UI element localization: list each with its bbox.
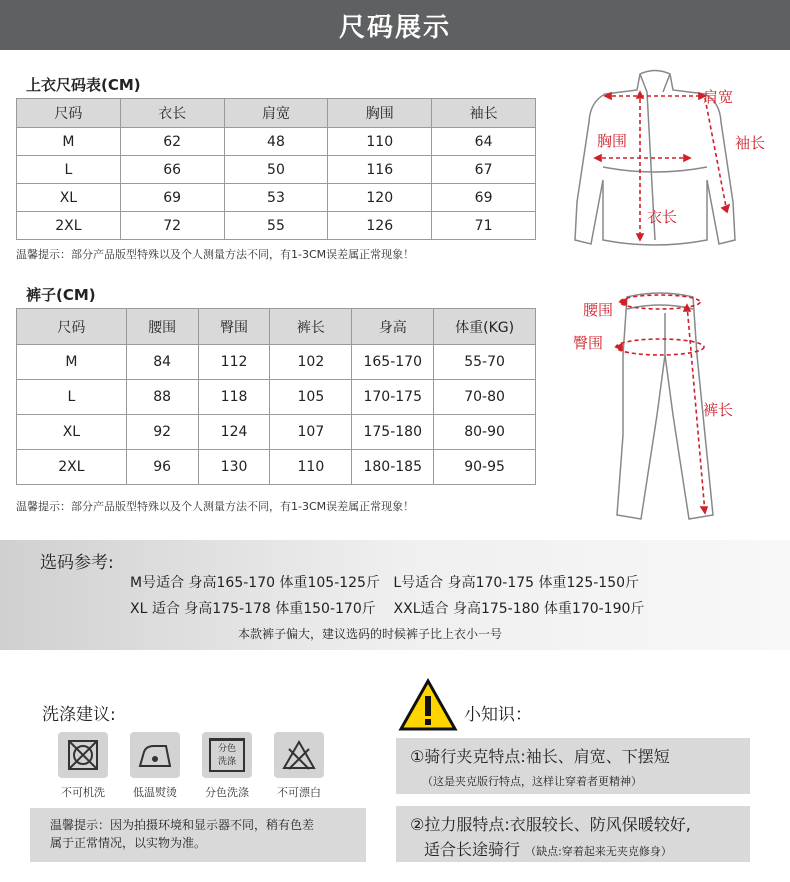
notice-line-1: 温馨提示：因为拍摄环境和显示器不同，稍有色差 bbox=[50, 818, 315, 832]
table-cell: 90-95 bbox=[434, 450, 536, 485]
table-cell: XL bbox=[17, 184, 121, 212]
table-cell: 110 bbox=[270, 450, 352, 485]
shoulder-label: 肩宽 bbox=[703, 88, 734, 106]
separate-wash-text-2: 洗涤 bbox=[217, 757, 236, 767]
header-cell: 裤长 bbox=[270, 309, 352, 345]
table-header-row bbox=[17, 99, 536, 128]
pants-measurement-diagram bbox=[565, 285, 775, 530]
table-cell: 48 bbox=[224, 128, 328, 156]
table-row bbox=[17, 184, 536, 212]
table-cell: 107 bbox=[270, 415, 352, 450]
table-cell: 2XL bbox=[17, 212, 121, 240]
table-cell: 102 bbox=[270, 345, 352, 380]
tip-1-main: ①骑行夹克特点:袖长、肩宽、下摆短 bbox=[410, 747, 670, 766]
table-cell: 130 bbox=[198, 450, 270, 485]
table-cell: 120 bbox=[328, 184, 432, 212]
pants-size-title: 裤子(CM) bbox=[26, 286, 96, 304]
header-cell: 尺码 bbox=[17, 99, 121, 128]
jacket-size-title: 上衣尺码表(CM) bbox=[26, 76, 141, 94]
notice-line-2: 属于正常情况，以实物为准。 bbox=[50, 836, 207, 850]
header-cell: 臀围 bbox=[198, 309, 270, 345]
care-label: 不可机洗 bbox=[61, 786, 105, 799]
table-cell: 96 bbox=[126, 450, 198, 485]
table-cell: 69 bbox=[120, 184, 224, 212]
table-cell: 124 bbox=[198, 415, 270, 450]
table-cell: 112 bbox=[198, 345, 270, 380]
no-bleach-icon bbox=[274, 732, 324, 778]
knowledge-tip-1 bbox=[396, 738, 750, 794]
table-cell: XL bbox=[17, 415, 127, 450]
pants-size-table bbox=[16, 308, 536, 485]
tip-2-sub: （缺点:穿着起来无夹克修身） bbox=[525, 845, 672, 858]
table-cell: 50 bbox=[224, 156, 328, 184]
table-cell: 62 bbox=[120, 128, 224, 156]
sleeve-label: 袖长 bbox=[735, 134, 766, 152]
header-cell: 肩宽 bbox=[224, 99, 328, 128]
header-cell: 尺码 bbox=[17, 309, 127, 345]
table-cell: L bbox=[17, 380, 127, 415]
jacket-measurement-diagram bbox=[555, 62, 780, 262]
care-label: 不可漂白 bbox=[277, 786, 321, 799]
table-cell: M bbox=[17, 345, 127, 380]
knowledge-tip-2 bbox=[396, 806, 750, 862]
pants-measure-lines bbox=[616, 295, 707, 513]
size-guide-line-2: XL 适合 身高175-178 体重150-170斤 XXL适合 身高175-180 体重170-190斤 bbox=[130, 601, 645, 617]
header-cell: 胸围 bbox=[328, 99, 432, 128]
care-label: 低温熨烫 bbox=[133, 786, 177, 799]
table-cell: 71 bbox=[432, 212, 536, 240]
pants-outline-icon bbox=[617, 293, 713, 519]
length-label: 衣长 bbox=[647, 208, 678, 226]
low-temp-iron-icon bbox=[130, 732, 180, 778]
table-cell: 80-90 bbox=[434, 415, 536, 450]
table-header-row bbox=[17, 309, 536, 345]
no-machine-wash-icon bbox=[58, 732, 108, 778]
table-cell: 180-185 bbox=[352, 450, 434, 485]
header-cell: 袖长 bbox=[432, 99, 536, 128]
pants-size-note: 温馨提示：部分产品版型特殊以及个人测量方法不同，有1-3CM误差属正常现象！ bbox=[16, 500, 415, 513]
waist-label: 腰围 bbox=[583, 301, 614, 319]
table-cell: 66 bbox=[120, 156, 224, 184]
color-difference-notice bbox=[30, 808, 366, 862]
header-cell: 体重(KG) bbox=[434, 309, 536, 345]
size-guide-title: 选码参考: bbox=[40, 553, 114, 573]
table-cell: 110 bbox=[328, 128, 432, 156]
banner-title: 尺码展示 bbox=[338, 12, 451, 43]
table-row bbox=[17, 128, 536, 156]
table-cell: 118 bbox=[198, 380, 270, 415]
header-cell: 身高 bbox=[352, 309, 434, 345]
table-cell: 170-175 bbox=[352, 380, 434, 415]
table-cell: M bbox=[17, 128, 121, 156]
chest-label: 胸围 bbox=[597, 132, 628, 150]
table-row bbox=[17, 345, 536, 380]
pants-length-label: 裤长 bbox=[703, 401, 734, 419]
washing-title: 洗涤建议: bbox=[42, 705, 116, 725]
table-cell: 55 bbox=[224, 212, 328, 240]
table-row bbox=[17, 380, 536, 415]
knowledge-title: 小知识： bbox=[464, 705, 532, 725]
header-cell: 腰围 bbox=[126, 309, 198, 345]
tip-2-main-2: 适合长途骑行 bbox=[424, 840, 521, 859]
table-row bbox=[17, 415, 536, 450]
table-cell: 116 bbox=[328, 156, 432, 184]
table-cell: 165-170 bbox=[352, 345, 434, 380]
warning-icon bbox=[398, 678, 458, 732]
table-cell: 69 bbox=[432, 184, 536, 212]
table-cell: 105 bbox=[270, 380, 352, 415]
header-cell: 衣长 bbox=[120, 99, 224, 128]
separate-wash-text-1: 分色 bbox=[217, 744, 236, 754]
care-label: 分色洗涤 bbox=[205, 786, 249, 799]
tip-2-main: ②拉力服特点:衣服较长、防风保暖较好, bbox=[410, 815, 691, 834]
table-cell: 55-70 bbox=[434, 345, 536, 380]
page-banner bbox=[0, 0, 790, 50]
table-row bbox=[17, 156, 536, 184]
table-cell: 175-180 bbox=[352, 415, 434, 450]
tip-1-sub: （这是夹克版行特点，这样让穿着者更精神） bbox=[422, 775, 642, 788]
jacket-size-table bbox=[16, 98, 536, 240]
table-cell: 126 bbox=[328, 212, 432, 240]
table-cell: 2XL bbox=[17, 450, 127, 485]
table-row bbox=[17, 450, 536, 485]
table-cell: 64 bbox=[432, 128, 536, 156]
hip-label: 臀围 bbox=[573, 334, 604, 352]
size-guide-line-1: M号适合 身高165-170 体重105-125斤 L号适合 身高170-175 体重125-150斤 bbox=[130, 575, 640, 591]
table-cell: 67 bbox=[432, 156, 536, 184]
table-cell: 92 bbox=[126, 415, 198, 450]
table-cell: 84 bbox=[126, 345, 198, 380]
separate-wash-icon bbox=[202, 732, 252, 778]
table-cell: 72 bbox=[120, 212, 224, 240]
table-row bbox=[17, 212, 536, 240]
table-cell: 53 bbox=[224, 184, 328, 212]
jacket-size-note: 温馨提示：部分产品版型特殊以及个人测量方法不同，有1-3CM误差属正常现象！ bbox=[16, 248, 415, 261]
table-cell: 88 bbox=[126, 380, 198, 415]
table-cell: 70-80 bbox=[434, 380, 536, 415]
table-cell: L bbox=[17, 156, 121, 184]
size-guide-line-3: 本款裤子偏大，建议选码的时候裤子比上衣小一号 bbox=[238, 627, 503, 641]
